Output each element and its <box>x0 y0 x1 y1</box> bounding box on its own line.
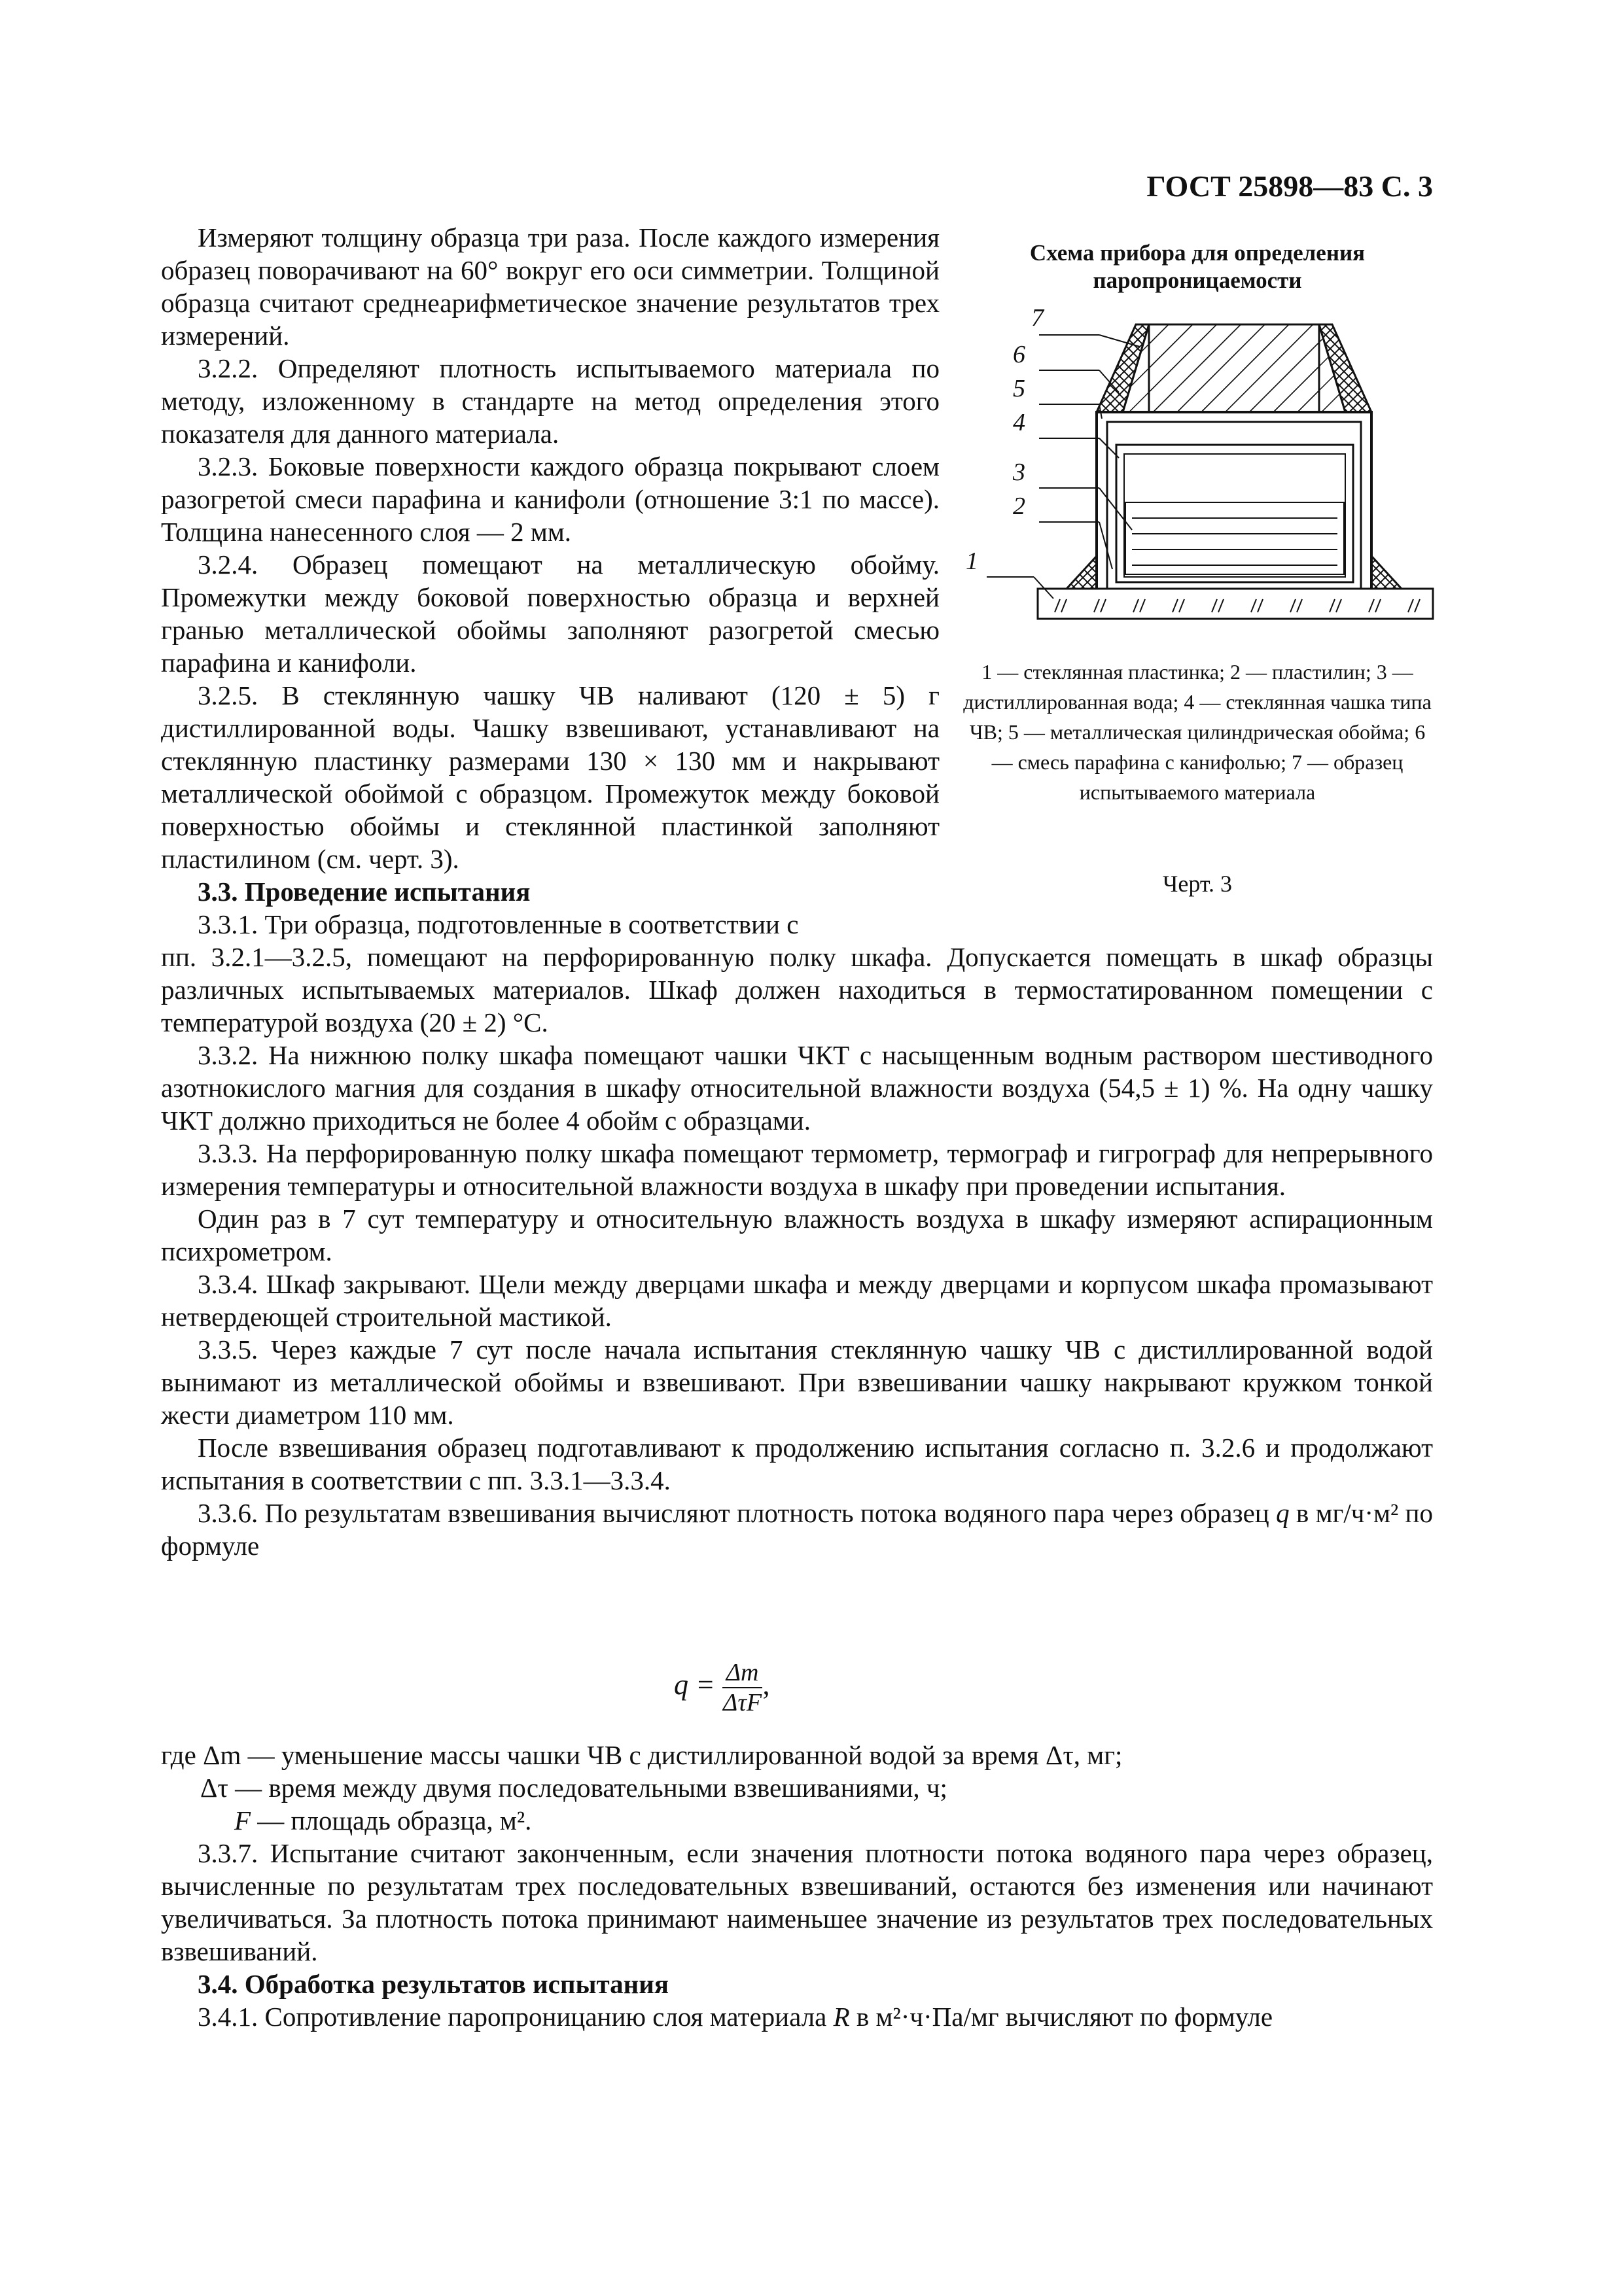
p341-post: в м²·ч·Па/мг вычисляют по формуле <box>849 2002 1273 2032</box>
figure-caption: Черт. 3 <box>1163 871 1232 897</box>
diagram-label-7: 7 <box>1031 304 1044 332</box>
formula-lhs: q = <box>674 1669 715 1701</box>
definition-dt: Δτ — время между двумя последовательными взвешиваниями, ч; <box>200 1773 947 1803</box>
paragraph-3-3-2: 3.3.2. На нижнюю полку шкафа помещают чашки ЧКТ с насыщенным водным раствором шестиводного азотнокислого магния для создания в шкафу относительной влажности воздуха (54,5 ± 1) %. На одну чашку ЧКТ должно приходиться не более 4 обойм с образцами. <box>161 1040 1433 1136</box>
diagram-label-4: 4 <box>1013 409 1025 436</box>
formula-numerator: Δm <box>722 1658 763 1688</box>
p336-post: в мг/ч·м² по формуле <box>161 1498 1433 1561</box>
page-header: ГОСТ 25898—83 С. 3 <box>1146 169 1433 203</box>
section-heading-3-3: 3.3. Проведение испытания <box>198 877 531 907</box>
paragraph-3-2-3: 3.2.3. Боковые поверхности каждого образца покрывают слоем разогретой смеси парафина и канифоли (отношение 3:1 по массе). Толщина нанесенного слоя — 2 мм. <box>161 451 940 547</box>
plasticine-left <box>1067 556 1097 589</box>
section-heading-3-4: 3.4. Обработка результатов испытания <box>198 1969 669 1999</box>
diagram-label-6: 6 <box>1013 341 1025 368</box>
figure-title-line2: паропроницаемости <box>1093 268 1302 293</box>
paragraph-3-3-1-cont: пп. 3.2.1—3.2.5, помещают на перфорированную полку шкафа. Допускается помещать в шкаф образцы различных испытываемых материалов. Шкаф должен находиться в термостатированном помещении с температурой воздуха (20 ± 2) °С. <box>161 942 1433 1037</box>
body-text-2 <box>161 1837 1433 2033</box>
definition-dm <box>161 1739 1433 1771</box>
figure-title-line1: Схема прибора для определения <box>1029 240 1366 266</box>
figure-legend: 1 — стеклянная пластинка; 2 — пластилин; 3 — дистиллированная вода; 4 — стеклянная чашка типа ЧВ; 5 — металлическая цилиндрическая обойма; 6 — смесь парафина с канифолью; 7 — образец испытываемого материала <box>963 660 1432 804</box>
paragraph: Измеряют толщину образца три раза. После каждого измерения образец поворачивают на 60° вокруг его оси симметрии. Толщиной образца считают среднеарифметическое значение результатов трех измерений. <box>161 222 940 351</box>
def-dm-text: Δm — уменьшение массы чашки ЧВ с дистиллированной водой за время Δτ, мг; <box>203 1740 1123 1770</box>
def-where: где <box>161 1740 203 1770</box>
diagram-label-2: 2 <box>1013 493 1025 520</box>
paragraph-3-3-3b: Один раз в 7 сут температуру и относительную влажность воздуха в шкафу измеряют аспирационным психрометром. <box>161 1204 1433 1266</box>
p341-pre: 3.4.1. Сопротивление паропроницанию слоя материала <box>198 2002 834 2032</box>
paragraph-3-3-7: 3.3.7. Испытание считают законченным, если значения плотности потока водяного пара через образец, вычисленные по результатам трех последовательных взвешиваний, остаются без изменения или начинают увеличиваться. За плотность потока принимают наименьшее значение из результатов трех последовательных взвешиваний. <box>161 1838 1433 1966</box>
distilled-water <box>1125 502 1344 574</box>
formula-tail: , <box>762 1669 770 1701</box>
paragraph-3-4-1 <box>161 2000 1433 2033</box>
paragraph-3-3-1-start: 3.3.1. Три образца, подготовленные в соответствии с <box>198 909 799 939</box>
formula-q <box>674 1658 936 1724</box>
paragraph-3-3-5b: После взвешивания образец подготавливают к продолжению испытания согласно п. 3.2.6 и продолжают испытания в соответствии с пп. 3.3.1—3.3.4. <box>161 1433 1433 1495</box>
paragraph-3-3-5: 3.3.5. Через каждые 7 сут после начала испытания стеклянную чашку ЧВ с дистиллированной водой вынимают из металлической обоймы и взвешивают. При взвешивании чашку накрывают кружком тонкой жести диаметром 110 мм. <box>161 1334 1433 1430</box>
left-column <box>161 221 940 941</box>
paragraph-3-2-5: 3.2.5. В стеклянную чашку ЧВ наливают (120 ± 5) г дистиллированной воды. Чашку взвешивают, устанавливают на стеклянную пластинку размерами 130 × 130 мм и накрывают металлической обоймой с образцом. Промежуток между боковой поверхностью обоймы и стеклянной пластинкой заполняют пластилином (см. черт. 3). <box>161 680 940 874</box>
definitions <box>161 1739 1433 1837</box>
device-diagram <box>966 304 1439 635</box>
paragraph-3-2-4: 3.2.4. Образец помещают на металлическую обойму. Промежутки между боковой поверхностью образца и верхней гранью металлической обоймы заполняют разогретой смесью парафина и канифоли. <box>161 549 940 678</box>
p336-q: q <box>1276 1498 1290 1528</box>
p336-pre: 3.3.6. По результатам взвешивания вычисляют плотность потока водяного пара через образец <box>198 1498 1277 1528</box>
plasticine-right <box>1371 556 1402 589</box>
body-text <box>161 941 1433 1562</box>
paragraph-3-3-3: 3.3.3. На перфорированную полку шкафа помещают термометр, термограф и гигрограф для непрерывного измерения температуры и относительной влажности воздуха в шкафу при проведении испытания. <box>161 1138 1433 1201</box>
formula-fraction <box>722 1658 763 1717</box>
device-diagram-svg <box>968 307 1439 635</box>
paragraph-3-3-6 <box>161 1497 1433 1562</box>
diagram-label-5: 5 <box>1013 375 1025 402</box>
paragraph-3-2-2: 3.2.2. Определяют плотность испытываемого материала по методу, изложенному в стандарте на метод определения этого показателя для данного материала. <box>161 353 940 449</box>
definition-f <box>161 1804 1433 1837</box>
def-f-symbol: F <box>234 1805 251 1835</box>
def-f-text: — площадь образца, м². <box>251 1805 532 1835</box>
diagram-label-3: 3 <box>1013 459 1025 486</box>
figure-title <box>962 239 1433 294</box>
paragraph-3-3-4: 3.3.4. Шкаф закрывают. Щели между дверцами шкафа и между дверцами и корпусом шкафа промазывают нетвердеющей строительной мастикой. <box>161 1269 1433 1332</box>
formula-denominator: ΔτF <box>723 1689 762 1716</box>
p341-r: R <box>833 2002 850 2032</box>
diagram-label-1: 1 <box>966 548 978 575</box>
